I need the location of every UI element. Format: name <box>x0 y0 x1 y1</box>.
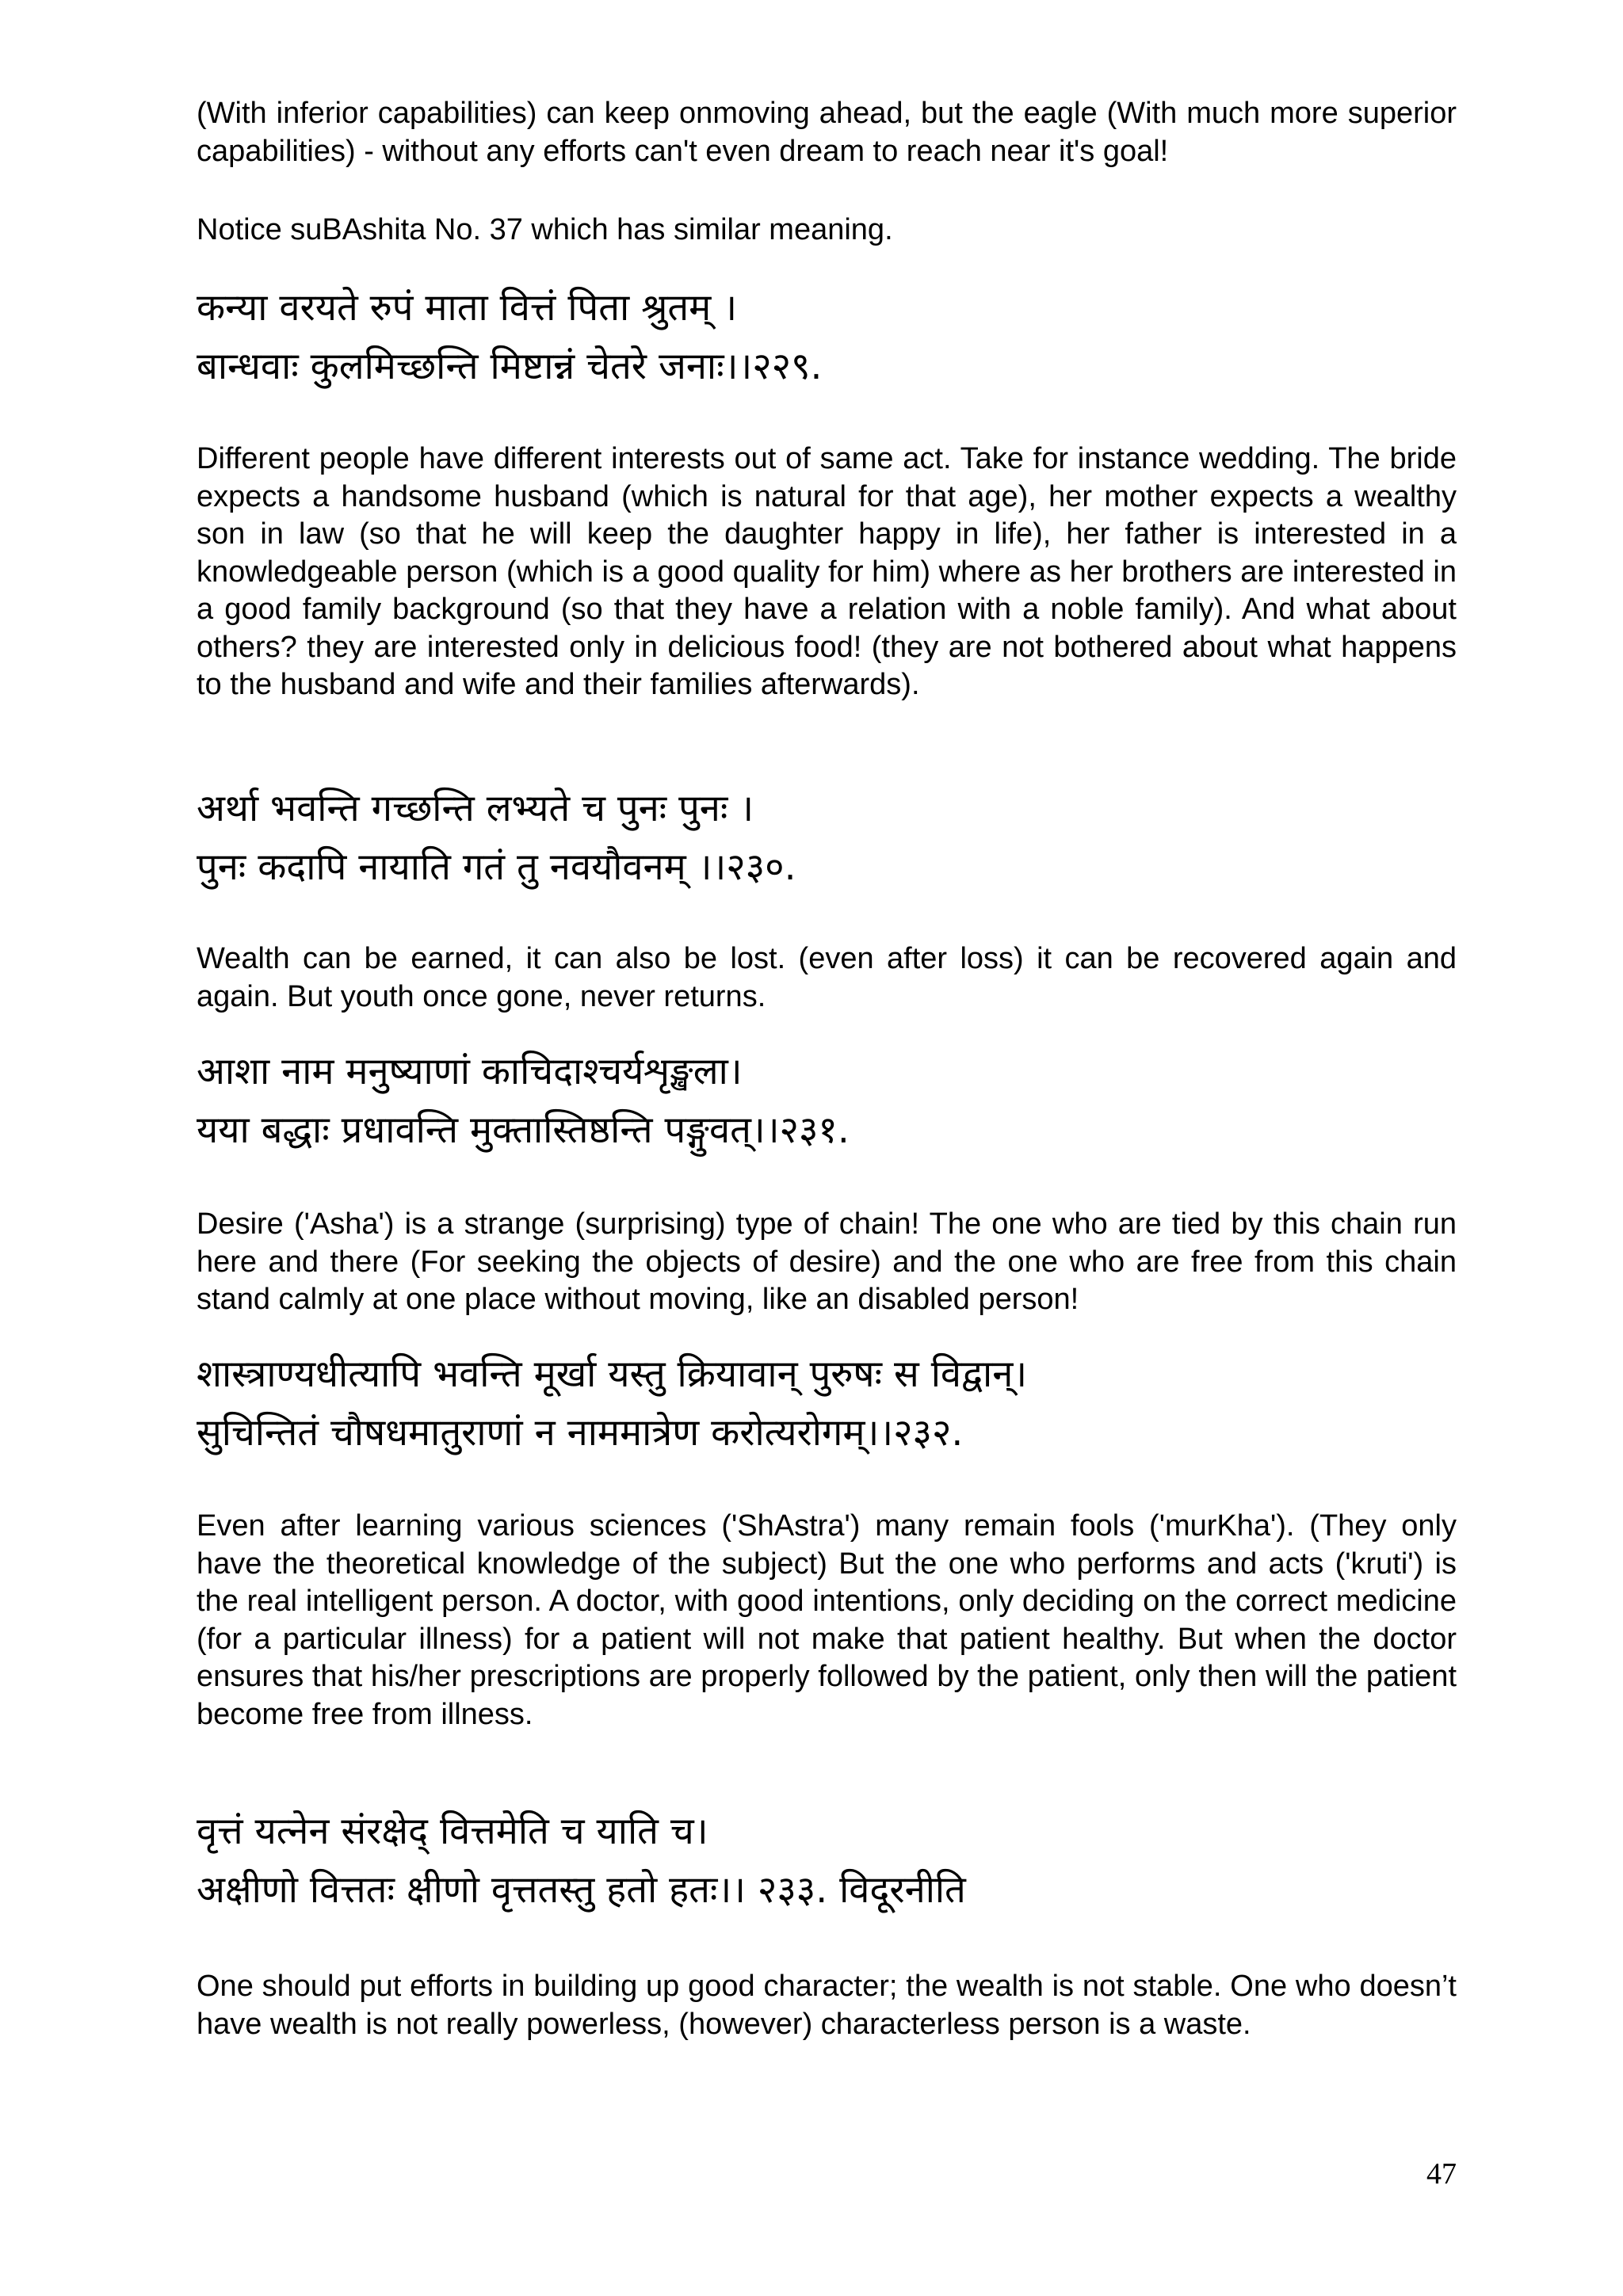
paragraph: (With inferior capabilities) can keep onmoving ahead, but the eagle (With much more superior capabilities) - without any efforts can't even dream to reach near it's goal! <box>197 97 1457 168</box>
paragraph: Wealth can be earned, it can also be lost. (even after loss) it can be recovered again and again. But youth once gone, never returns. <box>197 942 1457 1013</box>
verse-line: शास्त्राण्यधीत्यापि भवन्ति मूर्खा यस्तु क्रियावान् पुरुषः स विद्वान्। <box>197 1352 1028 1396</box>
sanskrit-verse-231 <box>197 1043 1457 1160</box>
page-content <box>197 95 1457 2234</box>
paragraph: Even after learning various sciences ('ShAstra') many remain fools ('murKha'). (They only have the theoretical knowledge of the subject) But the one who performs and acts ('kruti') is the real intelligent person. A doctor, with good intentions, only deciding on the correct medicine (for a particular illness) for a patient will not make that patient healthy. But when the doctor ensures that his/her prescriptions are properly followed by the patient, only then will the patient become free from illness. <box>197 1509 1457 1731</box>
page-number: 47 <box>1426 2157 1457 2191</box>
verse-line: यया बद्धाः प्रधावन्ति मुक्तास्तिष्ठन्ति पङ्गुवत्।।२३१. <box>197 1108 850 1152</box>
verse-line: वृत्तं यत्नेन संरक्षेद् वित्तमेति च याति च। <box>197 1810 708 1853</box>
verse-line: बान्धवाः कुलमिच्छन्ति मिष्टान्नं चेतरे जनाः।।२२९. <box>197 345 823 388</box>
verse-line: आशा नाम मनुष्याणां काचिदाश्चर्यशृङ्खला। <box>197 1050 743 1093</box>
verse-line: कन्या वरयते रुपं माता वित्तं पिता श्रुतम् । <box>197 286 738 330</box>
paragraph: Desire ('Asha') is a strange (surprising) type of chain! The one who are tied by this chain run here and there (For seeking the objects of desire) and the one who are free from this chain stand calmly at one place without moving, like an disabled person! <box>197 1207 1457 1316</box>
paragraph: Different people have different interests out of same act. Take for instance wedding. The bride expects a handsome husband (which is natural for that age), her mother expects a wealthy son in law (so that he will keep the daughter happy in life), her father is interested in a knowledgeable person (which is a good quality for him) where as her brothers are interested in a good family background (so that they have a relation with a noble family). And what about others? they are interested only in delicious food! (they are not bothered about what happens to the husband and wife and their families afterwards). <box>197 442 1457 701</box>
paragraph: One should put efforts in building up good character; the wealth is not stable. One who doesn’t have wealth is not really powerless, (however) characterless person is a waste. <box>197 1970 1457 2041</box>
sanskrit-verse-233 <box>197 1802 1457 1920</box>
verse-line: अर्था भवन्ति गच्छन्ति लभ्यते च पुनः पुनः । <box>197 787 754 830</box>
sanskrit-verse-229 <box>197 279 1457 396</box>
verse-line: सुचिन्तितं चौषधमातुराणां न नाममात्रेण करोत्यरोगम्।।२३२. <box>197 1411 964 1455</box>
verse-line: अक्षीणो वित्ततः क्षीणो वृत्ततस्तु हतो हतः।। २३३. विदूरनीति <box>197 1868 966 1912</box>
sanskrit-verse-232 <box>197 1345 1457 1463</box>
sanskrit-verse-230 <box>197 780 1457 897</box>
paragraph: Notice suBAshita No. 37 which has similar meaning. <box>197 213 893 246</box>
verse-line: पुनः कदापि नायाति गतं तु नवयौवनम् ।।२३०. <box>197 845 796 889</box>
